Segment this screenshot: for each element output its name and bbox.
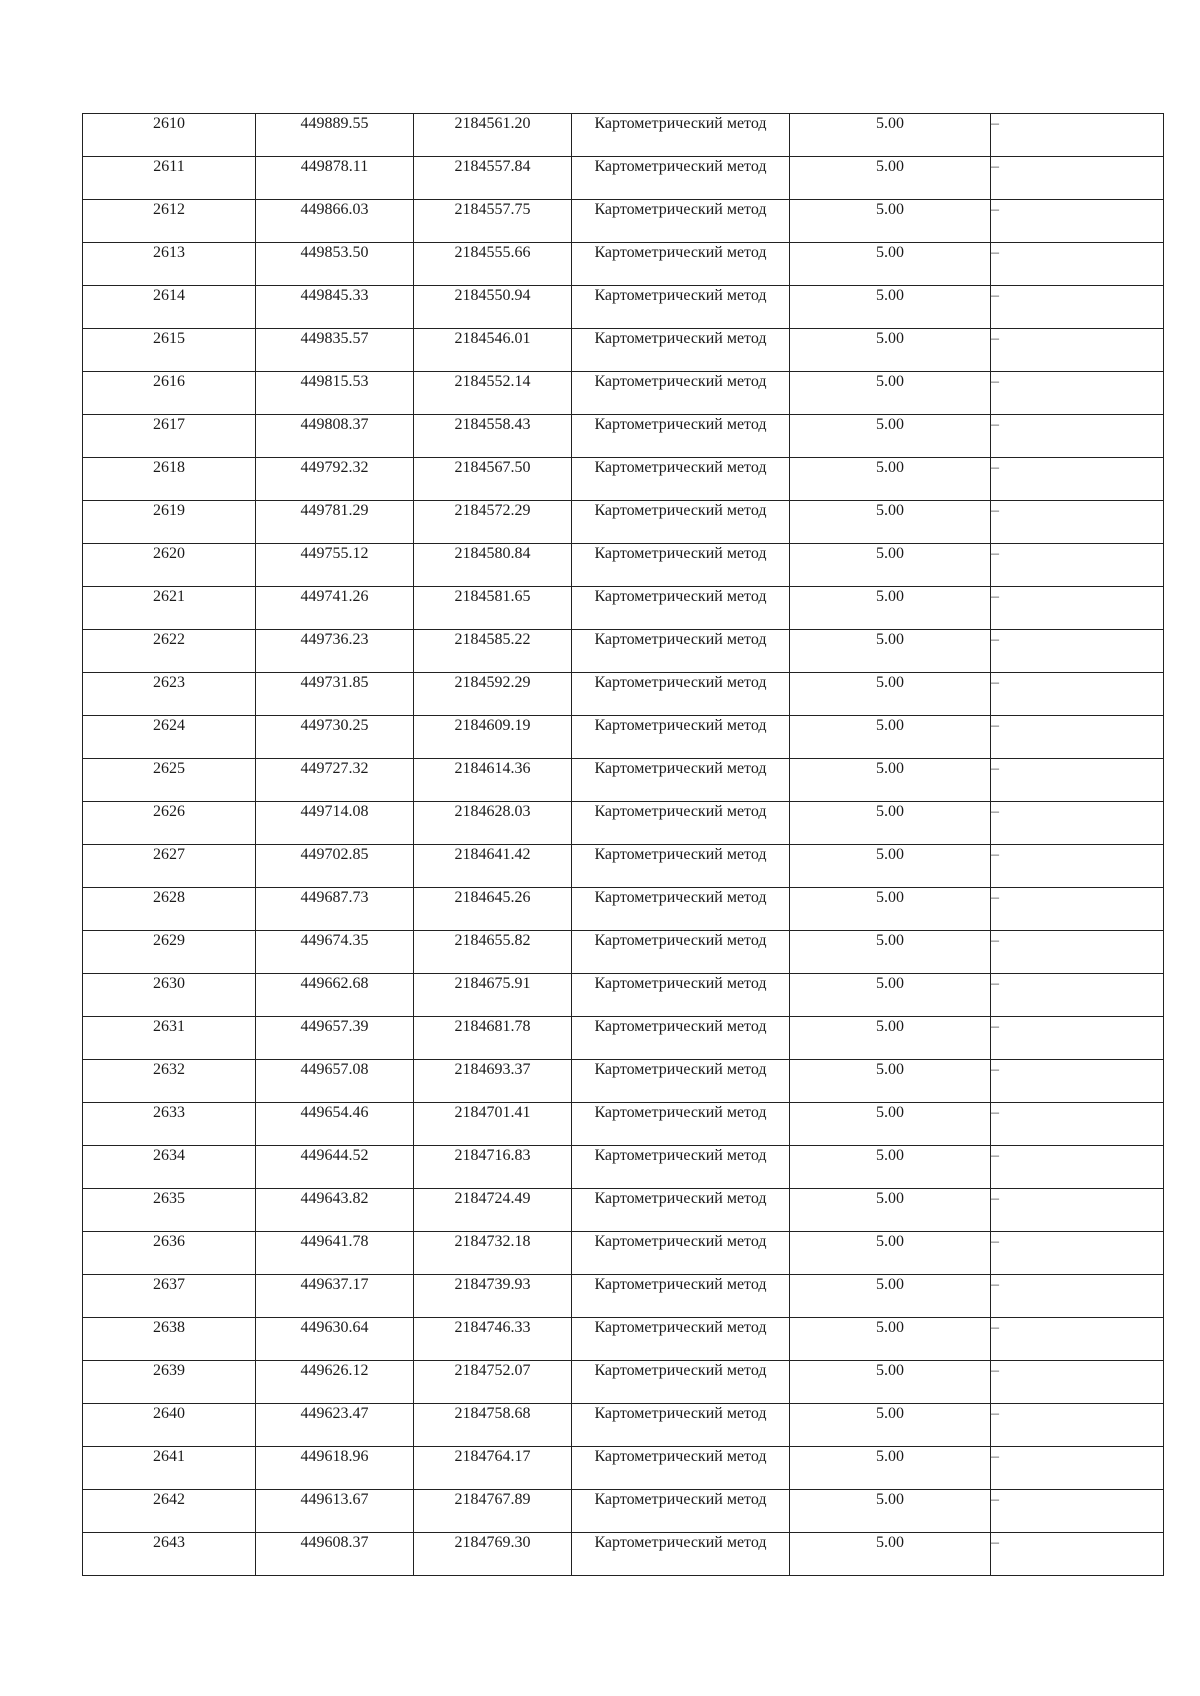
description-cell: – [991,1533,1164,1576]
table-row [83,501,1164,544]
point-number-cell: 2611 [83,157,256,200]
table-row [83,200,1164,243]
accuracy-cell: 5.00 [790,1275,991,1318]
y-coordinate-cell: 2184552.14 [414,372,572,415]
point-number-cell: 2631 [83,1017,256,1060]
description-cell: – [991,200,1164,243]
accuracy-cell: 5.00 [790,200,991,243]
accuracy-cell: 5.00 [790,1404,991,1447]
table-row [83,1189,1164,1232]
table-row [83,974,1164,1017]
description-cell: – [991,114,1164,157]
y-coordinate-cell: 2184614.36 [414,759,572,802]
table-row [83,1318,1164,1361]
description-cell: – [991,286,1164,329]
method-cell: Картометрический метод [572,1017,790,1060]
accuracy-cell: 5.00 [790,1318,991,1361]
point-number-cell: 2639 [83,1361,256,1404]
method-cell: Картометрический метод [572,673,790,716]
x-coordinate-cell: 449878.11 [256,157,414,200]
description-cell: – [991,1060,1164,1103]
table-row [83,1404,1164,1447]
y-coordinate-cell: 2184693.37 [414,1060,572,1103]
method-cell: Картометрический метод [572,1189,790,1232]
method-cell: Картометрический метод [572,1361,790,1404]
method-cell: Картометрический метод [572,1318,790,1361]
x-coordinate-cell: 449643.82 [256,1189,414,1232]
description-cell: – [991,630,1164,673]
y-coordinate-cell: 2184550.94 [414,286,572,329]
x-coordinate-cell: 449792.32 [256,458,414,501]
table-row [83,1146,1164,1189]
description-cell: – [991,157,1164,200]
y-coordinate-cell: 2184585.22 [414,630,572,673]
description-cell: – [991,415,1164,458]
table-row [83,1447,1164,1490]
accuracy-cell: 5.00 [790,286,991,329]
x-coordinate-cell: 449736.23 [256,630,414,673]
description-cell: – [991,759,1164,802]
accuracy-cell: 5.00 [790,1060,991,1103]
point-number-cell: 2632 [83,1060,256,1103]
x-coordinate-cell: 449613.67 [256,1490,414,1533]
accuracy-cell: 5.00 [790,802,991,845]
method-cell: Картометрический метод [572,458,790,501]
description-cell: – [991,1404,1164,1447]
y-coordinate-cell: 2184645.26 [414,888,572,931]
point-number-cell: 2641 [83,1447,256,1490]
accuracy-cell: 5.00 [790,888,991,931]
description-cell: – [991,1490,1164,1533]
table-row [83,802,1164,845]
y-coordinate-cell: 2184746.33 [414,1318,572,1361]
method-cell: Картометрический метод [572,630,790,673]
accuracy-cell: 5.00 [790,1146,991,1189]
method-cell: Картометрический метод [572,1060,790,1103]
point-number-cell: 2625 [83,759,256,802]
x-coordinate-cell: 449623.47 [256,1404,414,1447]
y-coordinate-cell: 2184758.68 [414,1404,572,1447]
x-coordinate-cell: 449808.37 [256,415,414,458]
y-coordinate-cell: 2184655.82 [414,931,572,974]
table-row [83,1060,1164,1103]
method-cell: Картометрический метод [572,716,790,759]
point-number-cell: 2620 [83,544,256,587]
table-row [83,1232,1164,1275]
method-cell: Картометрический метод [572,888,790,931]
x-coordinate-cell: 449755.12 [256,544,414,587]
description-cell: – [991,329,1164,372]
x-coordinate-cell: 449781.29 [256,501,414,544]
point-number-cell: 2638 [83,1318,256,1361]
y-coordinate-cell: 2184739.93 [414,1275,572,1318]
method-cell: Картометрический метод [572,974,790,1017]
accuracy-cell: 5.00 [790,630,991,673]
description-cell: – [991,1017,1164,1060]
table-row [83,286,1164,329]
method-cell: Картометрический метод [572,845,790,888]
x-coordinate-cell: 449687.73 [256,888,414,931]
table-row [83,157,1164,200]
point-number-cell: 2613 [83,243,256,286]
table-row [83,716,1164,759]
y-coordinate-cell: 2184628.03 [414,802,572,845]
point-number-cell: 2616 [83,372,256,415]
x-coordinate-cell: 449845.33 [256,286,414,329]
table-row [83,114,1164,157]
y-coordinate-cell: 2184580.84 [414,544,572,587]
y-coordinate-cell: 2184572.29 [414,501,572,544]
x-coordinate-cell: 449741.26 [256,587,414,630]
table-row [83,630,1164,673]
accuracy-cell: 5.00 [790,1447,991,1490]
description-cell: – [991,501,1164,544]
y-coordinate-cell: 2184609.19 [414,716,572,759]
method-cell: Картометрический метод [572,157,790,200]
x-coordinate-cell: 449835.57 [256,329,414,372]
y-coordinate-cell: 2184752.07 [414,1361,572,1404]
point-number-cell: 2640 [83,1404,256,1447]
accuracy-cell: 5.00 [790,114,991,157]
x-coordinate-cell: 449702.85 [256,845,414,888]
point-number-cell: 2615 [83,329,256,372]
description-cell: – [991,716,1164,759]
description-cell: – [991,1146,1164,1189]
description-cell: – [991,673,1164,716]
x-coordinate-cell: 449730.25 [256,716,414,759]
method-cell: Картометрический метод [572,114,790,157]
x-coordinate-cell: 449657.08 [256,1060,414,1103]
table-row [83,888,1164,931]
y-coordinate-cell: 2184764.17 [414,1447,572,1490]
point-number-cell: 2614 [83,286,256,329]
y-coordinate-cell: 2184675.91 [414,974,572,1017]
accuracy-cell: 5.00 [790,845,991,888]
table-row [83,243,1164,286]
x-coordinate-cell: 449674.35 [256,931,414,974]
accuracy-cell: 5.00 [790,1361,991,1404]
description-cell: – [991,1103,1164,1146]
table-row [83,1103,1164,1146]
y-coordinate-cell: 2184581.65 [414,587,572,630]
accuracy-cell: 5.00 [790,931,991,974]
x-coordinate-cell: 449853.50 [256,243,414,286]
description-cell: – [991,845,1164,888]
y-coordinate-cell: 2184561.20 [414,114,572,157]
accuracy-cell: 5.00 [790,1189,991,1232]
accuracy-cell: 5.00 [790,1103,991,1146]
table-row [83,931,1164,974]
y-coordinate-cell: 2184592.29 [414,673,572,716]
accuracy-cell: 5.00 [790,587,991,630]
y-coordinate-cell: 2184701.41 [414,1103,572,1146]
method-cell: Картометрический метод [572,1533,790,1576]
method-cell: Картометрический метод [572,931,790,974]
x-coordinate-cell: 449815.53 [256,372,414,415]
accuracy-cell: 5.00 [790,458,991,501]
description-cell: – [991,1361,1164,1404]
x-coordinate-cell: 449630.64 [256,1318,414,1361]
method-cell: Картометрический метод [572,759,790,802]
point-number-cell: 2610 [83,114,256,157]
y-coordinate-cell: 2184557.75 [414,200,572,243]
y-coordinate-cell: 2184732.18 [414,1232,572,1275]
point-number-cell: 2643 [83,1533,256,1576]
point-number-cell: 2642 [83,1490,256,1533]
y-coordinate-cell: 2184681.78 [414,1017,572,1060]
table-row [83,1275,1164,1318]
x-coordinate-cell: 449608.37 [256,1533,414,1576]
table-row [83,759,1164,802]
method-cell: Картометрический метод [572,1404,790,1447]
description-cell: – [991,1275,1164,1318]
x-coordinate-cell: 449618.96 [256,1447,414,1490]
y-coordinate-cell: 2184769.30 [414,1533,572,1576]
method-cell: Картометрический метод [572,415,790,458]
description-cell: – [991,1447,1164,1490]
method-cell: Картометрический метод [572,1447,790,1490]
table-row [83,1361,1164,1404]
y-coordinate-cell: 2184567.50 [414,458,572,501]
table-row [83,329,1164,372]
table-row [83,415,1164,458]
method-cell: Картометрический метод [572,1232,790,1275]
accuracy-cell: 5.00 [790,1017,991,1060]
point-number-cell: 2619 [83,501,256,544]
method-cell: Картометрический метод [572,802,790,845]
y-coordinate-cell: 2184767.89 [414,1490,572,1533]
point-number-cell: 2622 [83,630,256,673]
description-cell: – [991,544,1164,587]
description-cell: – [991,888,1164,931]
description-cell: – [991,372,1164,415]
table-row [83,673,1164,716]
description-cell: – [991,587,1164,630]
x-coordinate-cell: 449641.78 [256,1232,414,1275]
point-number-cell: 2629 [83,931,256,974]
table-row [83,1017,1164,1060]
accuracy-cell: 5.00 [790,673,991,716]
x-coordinate-cell: 449662.68 [256,974,414,1017]
accuracy-cell: 5.00 [790,974,991,1017]
method-cell: Картометрический метод [572,243,790,286]
accuracy-cell: 5.00 [790,243,991,286]
x-coordinate-cell: 449637.17 [256,1275,414,1318]
accuracy-cell: 5.00 [790,157,991,200]
table-row [83,544,1164,587]
x-coordinate-cell: 449727.32 [256,759,414,802]
table-row [83,1533,1164,1576]
method-cell: Картометрический метод [572,1103,790,1146]
x-coordinate-cell: 449644.52 [256,1146,414,1189]
y-coordinate-cell: 2184558.43 [414,415,572,458]
point-number-cell: 2628 [83,888,256,931]
x-coordinate-cell: 449889.55 [256,114,414,157]
accuracy-cell: 5.00 [790,1533,991,1576]
document-page [82,113,1163,1576]
table-row [83,587,1164,630]
y-coordinate-cell: 2184555.66 [414,243,572,286]
description-cell: – [991,974,1164,1017]
point-number-cell: 2621 [83,587,256,630]
method-cell: Картометрический метод [572,329,790,372]
description-cell: – [991,243,1164,286]
description-cell: – [991,458,1164,501]
point-number-cell: 2635 [83,1189,256,1232]
x-coordinate-cell: 449731.85 [256,673,414,716]
table-row [83,1490,1164,1533]
x-coordinate-cell: 449654.46 [256,1103,414,1146]
coordinates-table [82,113,1164,1576]
table-body [83,114,1164,1576]
accuracy-cell: 5.00 [790,1232,991,1275]
point-number-cell: 2636 [83,1232,256,1275]
accuracy-cell: 5.00 [790,716,991,759]
point-number-cell: 2618 [83,458,256,501]
y-coordinate-cell: 2184641.42 [414,845,572,888]
description-cell: – [991,1318,1164,1361]
table-row [83,845,1164,888]
point-number-cell: 2633 [83,1103,256,1146]
accuracy-cell: 5.00 [790,329,991,372]
x-coordinate-cell: 449657.39 [256,1017,414,1060]
method-cell: Картометрический метод [572,544,790,587]
method-cell: Картометрический метод [572,200,790,243]
method-cell: Картометрический метод [572,1146,790,1189]
table-row [83,372,1164,415]
method-cell: Картометрический метод [572,286,790,329]
accuracy-cell: 5.00 [790,415,991,458]
accuracy-cell: 5.00 [790,372,991,415]
x-coordinate-cell: 449626.12 [256,1361,414,1404]
point-number-cell: 2623 [83,673,256,716]
point-number-cell: 2637 [83,1275,256,1318]
method-cell: Картометрический метод [572,1490,790,1533]
description-cell: – [991,931,1164,974]
point-number-cell: 2630 [83,974,256,1017]
point-number-cell: 2612 [83,200,256,243]
x-coordinate-cell: 449714.08 [256,802,414,845]
y-coordinate-cell: 2184724.49 [414,1189,572,1232]
y-coordinate-cell: 2184546.01 [414,329,572,372]
point-number-cell: 2627 [83,845,256,888]
accuracy-cell: 5.00 [790,501,991,544]
point-number-cell: 2617 [83,415,256,458]
method-cell: Картометрический метод [572,587,790,630]
x-coordinate-cell: 449866.03 [256,200,414,243]
y-coordinate-cell: 2184557.84 [414,157,572,200]
table-row [83,458,1164,501]
accuracy-cell: 5.00 [790,759,991,802]
point-number-cell: 2626 [83,802,256,845]
method-cell: Картометрический метод [572,501,790,544]
accuracy-cell: 5.00 [790,1490,991,1533]
method-cell: Картометрический метод [572,1275,790,1318]
accuracy-cell: 5.00 [790,544,991,587]
point-number-cell: 2634 [83,1146,256,1189]
description-cell: – [991,1232,1164,1275]
point-number-cell: 2624 [83,716,256,759]
description-cell: – [991,1189,1164,1232]
description-cell: – [991,802,1164,845]
method-cell: Картометрический метод [572,372,790,415]
y-coordinate-cell: 2184716.83 [414,1146,572,1189]
